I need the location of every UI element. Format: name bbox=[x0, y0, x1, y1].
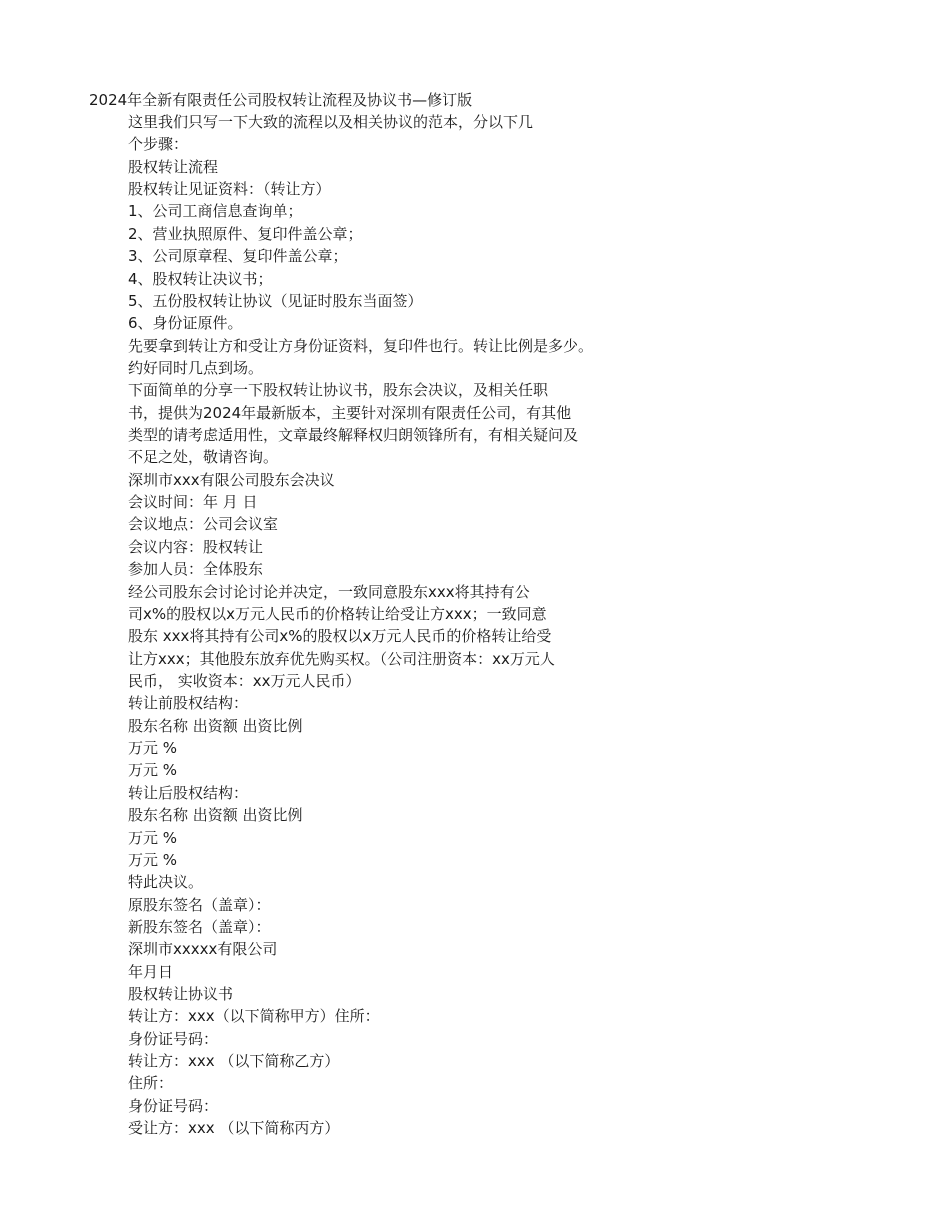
body-line: 新股东签名（盖章）： bbox=[128, 917, 271, 936]
body-line: 深圳市xxxxx有限公司 bbox=[128, 940, 278, 959]
body-line: 深圳市xxx有限公司股东会决议 bbox=[128, 470, 335, 489]
body-line: 会议时间：年 月 日 bbox=[128, 493, 258, 512]
body-line: 转让前股权结构： bbox=[128, 694, 249, 713]
body-line: 个步骤： bbox=[128, 135, 189, 154]
body-line: 2、营业执照原件、复印件盖公章； bbox=[128, 224, 363, 243]
body-line: 不足之处，敬请咨询。 bbox=[128, 448, 279, 467]
body-line: 万元 % bbox=[128, 739, 178, 758]
body-line: 下面简单的分享一下股权转让协议书，股东会决议，及相关任职 bbox=[128, 381, 549, 400]
body-line: 先要拿到转让方和受让方身份证资料，复印件也行。转让比例是多少。 bbox=[128, 336, 594, 355]
body-line: 转让方：xxx（以下简称甲方）住所： bbox=[128, 1007, 380, 1026]
body-line: 股权转让协议书 bbox=[128, 985, 234, 1004]
body-line: 参加人员：全体股东 bbox=[128, 560, 264, 579]
body-line: 3、公司原章程、复印件盖公章； bbox=[128, 247, 348, 266]
body-line: 股权转让流程 bbox=[128, 157, 219, 176]
body-line: 转让后股权结构： bbox=[128, 783, 249, 802]
body-line: 转让方：xxx （以下简称乙方） bbox=[128, 1052, 340, 1071]
body-line: 约好同时几点到场。 bbox=[128, 358, 264, 377]
body-line: 万元 % bbox=[128, 761, 178, 780]
document-body bbox=[128, 111, 648, 1140]
body-line: 这里我们只写一下大致的流程以及相关协议的范本，分以下几 bbox=[128, 113, 534, 131]
body-line: 5、五份股权转让协议（见证时股东当面签） bbox=[128, 291, 423, 310]
body-line: 身份证号码： bbox=[128, 1096, 219, 1115]
body-line: 万元 % bbox=[128, 828, 178, 847]
body-line: 住所： bbox=[128, 1074, 174, 1093]
body-line: 4、股权转让决议书； bbox=[128, 269, 273, 288]
body-line: 让方xxx；其他股东放弃优先购买权。（公司注册资本：xx万元人 bbox=[128, 649, 555, 668]
body-line: 原股东签名（盖章）： bbox=[128, 895, 271, 914]
body-line: 特此决议。 bbox=[128, 873, 204, 892]
body-line: 类型的请考虑适用性，文章最终解释权归朗领锋所有，有相关疑问及 bbox=[128, 426, 579, 445]
body-line: 万元 % bbox=[128, 850, 178, 869]
body-line: 股权转让见证资料：（转让方） bbox=[128, 180, 331, 199]
document-title: 2024年全新有限责任公司股权转让流程及协议书—修订版 bbox=[89, 91, 473, 109]
body-line: 股东名称 出资额 出资比例 bbox=[128, 806, 303, 825]
body-line: 股东 xxx将其持有公司x%的股权以x万元人民币的价格转让给受 bbox=[128, 627, 552, 646]
body-line: 1、公司工商信息查询单； bbox=[128, 202, 303, 221]
body-line: 6、身份证原件。 bbox=[128, 314, 243, 333]
body-line: 经公司股东会讨论讨论并决定，一致同意股东xxx将其持有公 bbox=[128, 582, 530, 601]
body-line: 受让方：xxx （以下简称丙方） bbox=[128, 1119, 340, 1138]
body-line: 年月日 bbox=[128, 962, 174, 981]
body-line: 民币， 实收资本：xx万元人民币） bbox=[128, 671, 361, 690]
body-line: 书，提供为2024年最新版本，主要针对深圳有限责任公司，有其他 bbox=[128, 403, 572, 422]
body-line: 会议地点：公司会议室 bbox=[128, 515, 279, 534]
body-line: 股东名称 出资额 出资比例 bbox=[128, 716, 303, 735]
body-line: 会议内容：股权转让 bbox=[128, 537, 264, 556]
body-line: 司x%的股权以x万元人民币的价格转让给受让方xxx；一致同意 bbox=[128, 604, 547, 623]
body-line: 身份证号码： bbox=[128, 1029, 219, 1048]
